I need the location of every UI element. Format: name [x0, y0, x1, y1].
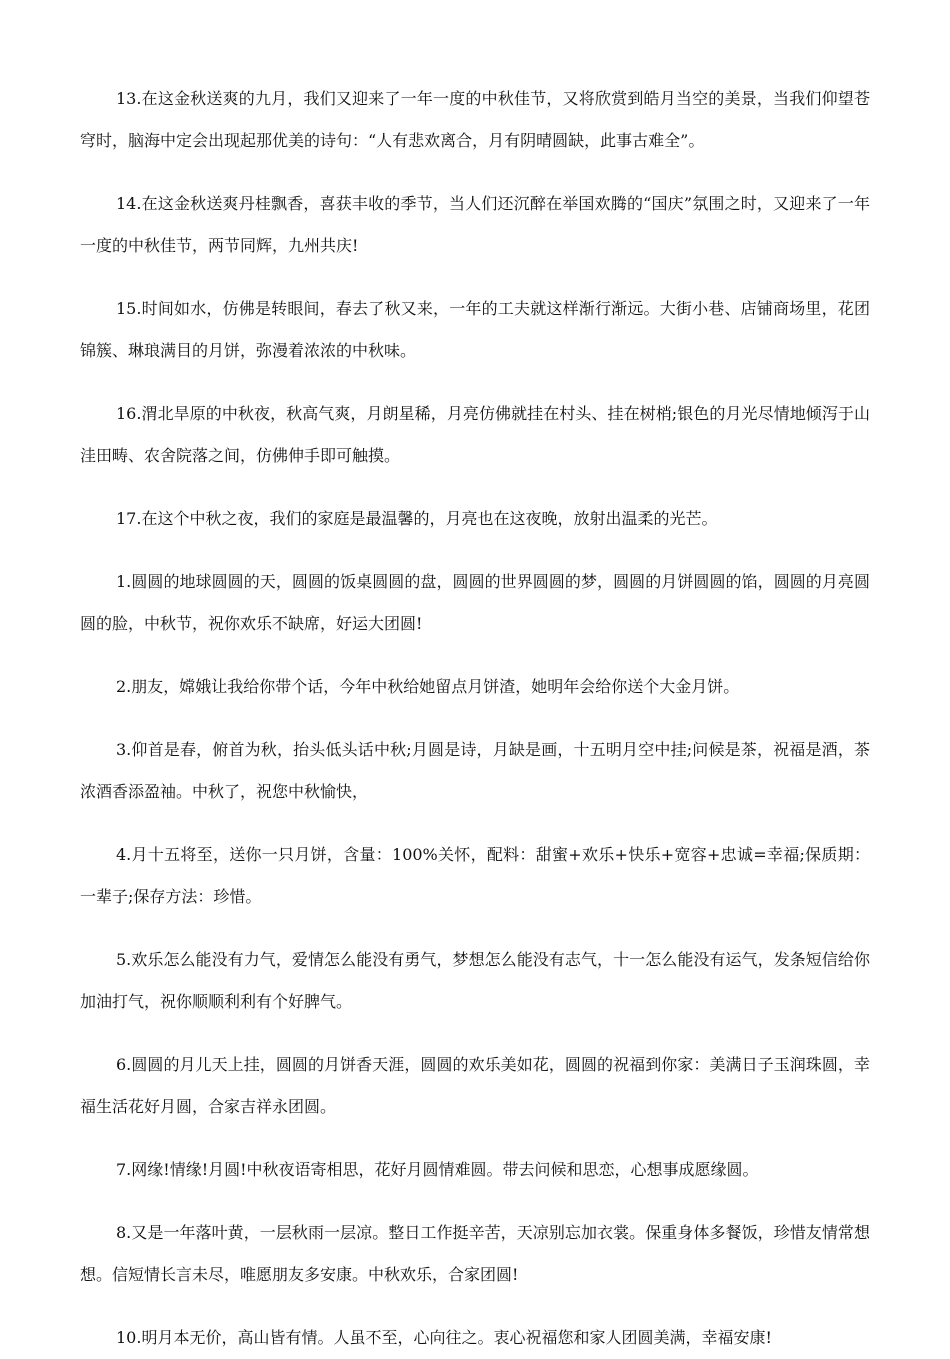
paragraph-14: 14.在这金秋送爽丹桂飘香，喜获丰收的季节，当人们还沉醉在举国欢腾的“国庆”氛围之时，又迎来了一年一度的中秋佳节，两节同辉，九州共庆!	[80, 194, 870, 255]
paragraph-17: 17.在这个中秋之夜，我们的家庭是最温馨的，月亮也在这夜晚，放射出温柔的光芒。	[116, 509, 718, 528]
paragraph-15: 15.时间如水，仿佛是转眼间，春去了秋又来，一年的工夫就这样渐行渐远。大街小巷、店铺商场里，花团锦簇、琳琅满目的月饼，弥漫着浓浓的中秋味。	[80, 299, 870, 360]
paragraph-8: 8.又是一年落叶黄，一层秋雨一层凉。整日工作挺辛苦，天凉别忘加衣裳。保重身体多餐饭，珍惜友情常想想。信短情长言未尽，唯愿朋友多安康。中秋欢乐，合家团圆!	[80, 1223, 870, 1284]
paragraph-7: 7.网缘!情缘!月圆!中秋夜语寄相思，花好月圆情难圆。带去问候和思恋，心想事成愿缘圆。	[116, 1160, 759, 1179]
paragraph-2: 2.朋友，嫦娥让我给你带个话，今年中秋给她留点月饼渣，她明年会给你送个大金月饼。	[116, 677, 740, 696]
paragraph-6: 6.圆圆的月儿天上挂，圆圆的月饼香天涯，圆圆的欢乐美如花，圆圆的祝福到你家：美满日子玉润珠圆，幸福生活花好月圆，合家吉祥永团圆。	[80, 1055, 870, 1116]
paragraph-16: 16.渭北旱原的中秋夜，秋高气爽，月朗星稀，月亮仿佛就挂在村头、挂在树梢;银色的月光尽情地倾泻于山洼田畴、农舍院落之间，仿佛伸手即可触摸。	[80, 404, 870, 465]
paragraph-3: 3.仰首是春，俯首为秋，抬头低头话中秋;月圆是诗，月缺是画，十五明月空中挂;问候是茶，祝福是酒，茶浓酒香添盈袖。中秋了，祝您中秋愉快，	[80, 740, 870, 801]
paragraph-10: 10.明月本无价，高山皆有情。人虽不至，心向往之。衷心祝福您和家人团圆美满，幸福安康!	[116, 1328, 772, 1347]
paragraph-13: 13.在这金秋送爽的九月，我们又迎来了一年一度的中秋佳节，又将欣赏到皓月当空的美景，当我们仰望苍穹时，脑海中定会出现起那优美的诗句：“人有悲欢离合，月有阴晴圆缺，此事古难全”。	[80, 89, 870, 150]
paragraph-4: 4.月十五将至，送你一只月饼，含量：100%关怀，配料：甜蜜+欢乐+快乐+宽容+忠诚=幸福;保质期：一辈子;保存方法：珍惜。	[80, 845, 870, 906]
paragraph-1: 1.圆圆的地球圆圆的天，圆圆的饭桌圆圆的盘，圆圆的世界圆圆的梦，圆圆的月饼圆圆的馅，圆圆的月亮圆圆的脸，中秋节，祝你欢乐不缺席，好运大团圆!	[80, 572, 870, 633]
paragraph-5: 5.欢乐怎么能没有力气，爱情怎么能没有勇气，梦想怎么能没有志气，十一怎么能没有运气，发条短信给你加油打气，祝你顺顺利利有个好脾气。	[80, 950, 870, 1011]
